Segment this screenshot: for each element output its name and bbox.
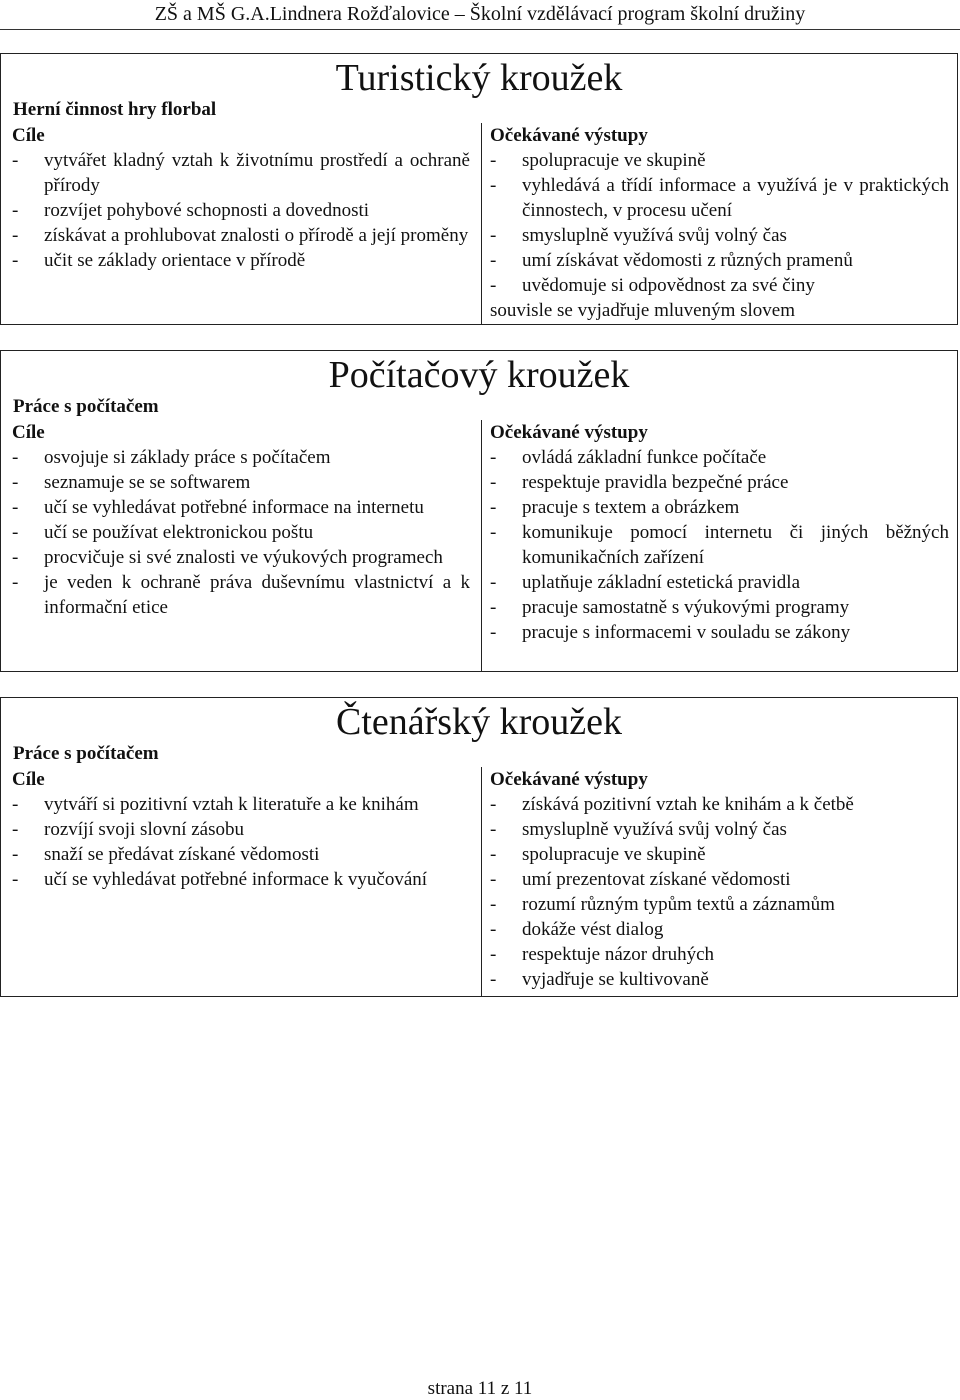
section-title: Turistický kroužek	[335, 57, 623, 99]
list-item	[12, 148, 470, 198]
list-item-text: uplatňuje základní estetická pravidla	[522, 572, 801, 593]
list-marker: -	[490, 819, 497, 840]
outcomes-list	[490, 445, 949, 645]
list-item	[490, 273, 949, 298]
list-marker: -	[490, 794, 497, 815]
list-marker: -	[12, 869, 19, 890]
list-marker: -	[490, 944, 497, 965]
list-item-text: spolupracuje ve skupině	[522, 844, 706, 865]
list-marker: -	[12, 200, 19, 221]
list-item	[490, 892, 949, 917]
list-marker: -	[490, 447, 497, 468]
section-pocitacovy-krouzek	[0, 350, 958, 672]
list-item-text: pracuje s textem a obrázkem	[522, 497, 740, 518]
list-item-text: učit se základy orientace v přírodě	[44, 250, 306, 271]
list-item	[12, 792, 470, 817]
list-item	[490, 817, 949, 842]
list-marker: -	[490, 869, 497, 890]
list-item	[490, 148, 949, 173]
list-item	[12, 545, 470, 570]
list-item-text: seznamuje se se softwarem	[44, 472, 251, 493]
list-item	[12, 520, 470, 545]
list-marker: -	[490, 150, 497, 171]
list-marker: -	[12, 150, 19, 171]
goals-column	[1, 767, 482, 997]
goals-column	[1, 420, 482, 672]
list-marker: -	[490, 919, 497, 940]
list-item	[490, 173, 949, 223]
list-item-text: uvědomuje si odpovědnost za své činy	[522, 275, 815, 296]
list-item	[490, 520, 949, 570]
list-item-text: komunikuje pomocí internetu či jiných běžných komunikačních zařízení	[522, 522, 949, 568]
list-item	[490, 942, 949, 967]
list-item-text: umí získávat vědomosti z různých pramenů	[522, 250, 853, 271]
list-item	[12, 817, 470, 842]
list-item	[490, 248, 949, 273]
goals-list	[12, 792, 470, 892]
list-item	[490, 595, 949, 620]
list-item-text: rozvíjet pohybové schopnosti a dovednosti	[44, 200, 370, 221]
list-marker: -	[12, 447, 19, 468]
list-item-text: získává pozitivní vztah ke knihám a k četbě	[522, 794, 854, 815]
goals-heading: Cíle	[12, 422, 45, 443]
goals-list	[12, 445, 470, 620]
list-item-text: pracuje samostatně s výukovými programy	[522, 597, 850, 618]
list-marker: -	[12, 497, 19, 518]
goals-column	[1, 123, 482, 325]
list-item-text: smysluplně využívá svůj volný čas	[522, 819, 787, 840]
list-marker: -	[490, 522, 497, 543]
list-item	[490, 867, 949, 892]
list-item	[490, 470, 949, 495]
activity-label: Herní činnost hry florbal	[13, 99, 217, 120]
list-item	[12, 867, 470, 892]
activity-label: Práce s počítačem	[13, 743, 159, 764]
list-marker: -	[490, 844, 497, 865]
list-marker: -	[490, 894, 497, 915]
list-marker: -	[490, 175, 497, 196]
list-marker: -	[12, 547, 19, 568]
list-item-text: učí se vyhledávat potřebné informace na internetu	[44, 497, 424, 518]
activity-label: Práce s počítačem	[13, 396, 159, 417]
list-marker: -	[12, 250, 19, 271]
list-item-text: vytváří si pozitivní vztah k literatuře a ke knihám	[44, 794, 419, 815]
list-item-text: rozvíjí svoji slovní zásobu	[44, 819, 245, 840]
outcomes-tail: souvisle se vyjadřuje mluveným slovem	[490, 300, 796, 321]
page-footer: strana 11 z 11	[427, 1378, 533, 1399]
list-item	[12, 445, 470, 470]
list-item	[490, 620, 949, 645]
list-marker: -	[490, 622, 497, 643]
list-item-text: respektuje pravidla bezpečné práce	[522, 472, 789, 493]
list-item	[490, 495, 949, 520]
list-marker: -	[490, 572, 497, 593]
list-marker: -	[490, 275, 497, 296]
outcomes-column	[482, 420, 957, 672]
section-title: Čtenářský kroužek	[336, 701, 622, 743]
list-item-text: vyhledává a třídí informace a využívá je v praktických činnostech, v procesu učení	[522, 175, 949, 221]
list-marker: -	[490, 497, 497, 518]
list-item-text: učí se vyhledávat potřebné informace k vyučování	[44, 869, 428, 890]
list-item-text: procvičuje si své znalosti ve výukových programech	[44, 547, 443, 568]
list-item	[490, 917, 949, 942]
list-marker: -	[12, 472, 19, 493]
list-item-text: spolupracuje ve skupině	[522, 150, 706, 171]
list-marker: -	[12, 522, 19, 543]
outcomes-heading: Očekávané výstupy	[490, 422, 648, 443]
outcomes-list	[490, 792, 949, 992]
goals-heading: Cíle	[12, 125, 45, 146]
list-marker: -	[12, 844, 19, 865]
list-item-text: učí se používat elektronickou poštu	[44, 522, 314, 543]
list-item-text: je veden k ochraně práva duševnímu vlastnictví a k informační etice	[44, 572, 470, 618]
list-item	[12, 495, 470, 520]
goals-list	[12, 148, 470, 273]
list-item	[490, 792, 949, 817]
list-marker: -	[12, 572, 19, 593]
list-item	[490, 223, 949, 248]
list-item	[12, 842, 470, 867]
list-item	[490, 445, 949, 470]
list-marker: -	[490, 969, 497, 990]
outcomes-column	[482, 123, 957, 325]
outcomes-column	[482, 767, 957, 997]
list-item	[490, 570, 949, 595]
list-item-text: vytvářet kladný vztah k životnímu prostředí a ochraně přírody	[44, 150, 470, 196]
section-turisticky-krouzek	[0, 53, 958, 325]
list-item-text: vyjadřuje se kultivovaně	[522, 969, 709, 990]
list-item	[12, 470, 470, 495]
list-item-text: umí prezentovat získané vědomosti	[522, 869, 791, 890]
list-item-text: snaží se předávat získané vědomosti	[44, 844, 320, 865]
section-ctenarsky-krouzek	[0, 697, 958, 997]
list-marker: -	[490, 250, 497, 271]
outcomes-heading: Očekávané výstupy	[490, 125, 648, 146]
header-rule	[0, 29, 960, 30]
list-marker: -	[12, 225, 19, 246]
goals-heading: Cíle	[12, 769, 45, 790]
list-marker: -	[490, 597, 497, 618]
list-marker: -	[12, 819, 19, 840]
list-marker: -	[490, 225, 497, 246]
list-item	[12, 223, 470, 248]
list-item-text: osvojuje si základy práce s počítačem	[44, 447, 331, 468]
list-item-text: ovládá základní funkce počítače	[522, 447, 767, 468]
list-item	[12, 198, 470, 223]
list-item	[490, 842, 949, 867]
list-item-text: rozumí různým typům textů a záznamům	[522, 894, 835, 915]
outcomes-heading: Očekávané výstupy	[490, 769, 648, 790]
list-marker: -	[490, 472, 497, 493]
list-item-text: dokáže vést dialog	[522, 919, 664, 940]
list-item-text: respektuje názor druhých	[522, 944, 715, 965]
list-item	[12, 570, 470, 620]
list-item-text: pracuje s informacemi v souladu se zákony	[522, 622, 851, 643]
list-item-text: získávat a prohlubovat znalosti o přírodě a její proměny	[44, 225, 469, 246]
section-title: Počítačový kroužek	[328, 354, 630, 396]
outcomes-list	[490, 148, 949, 298]
list-marker: -	[12, 794, 19, 815]
list-item-text: smysluplně využívá svůj volný čas	[522, 225, 787, 246]
page-header: ZŠ a MŠ G.A.Lindnera Rožďalovice – Školní vzdělávací program školní družiny	[154, 3, 806, 25]
list-item	[490, 967, 949, 992]
list-item	[12, 248, 470, 273]
